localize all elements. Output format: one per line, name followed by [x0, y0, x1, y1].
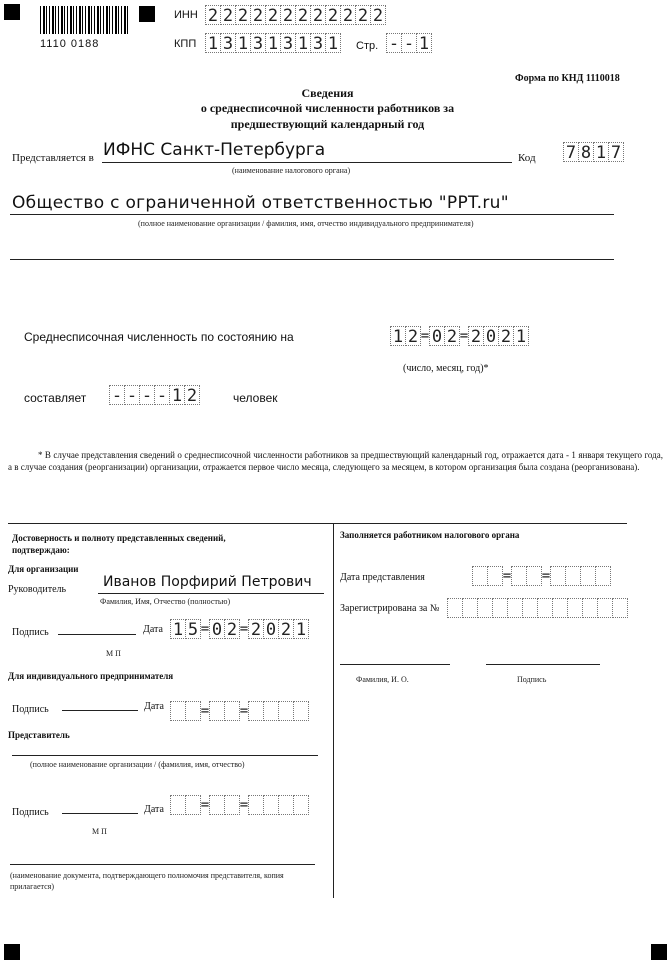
head-caption: Фамилия, Имя, Отчество (полностью) [100, 597, 231, 606]
digit-cell: 2 [278, 619, 294, 639]
ip-heading: Для индивидуального предпринимателя [8, 671, 174, 681]
sign-underline [58, 634, 136, 635]
doc-underline [10, 864, 315, 865]
rep-heading: Представитель [8, 730, 70, 740]
digit-cell: - [386, 33, 402, 53]
recipient-value: ИФНС Санкт-Петербурга [103, 140, 326, 160]
digit-cell: 1 [416, 33, 432, 53]
digit-cell: 1 [295, 33, 311, 53]
head-underline [98, 593, 324, 594]
corner-mark-bottom-right [651, 944, 667, 960]
ip-date-label: Дата [144, 701, 164, 712]
inn-cells [205, 5, 385, 25]
recipient-caption: (наименование налогового органа) [232, 166, 351, 175]
ip-sign-underline [62, 710, 138, 711]
rep-stamp-mp: М П [92, 827, 107, 836]
recipient-label: Представляется в [12, 152, 94, 164]
right-date-cells: = = [472, 566, 610, 586]
code-label: Код [518, 152, 536, 164]
rep-underline [12, 755, 318, 756]
right-fio-line [340, 664, 450, 665]
digit-cell: 1 [235, 33, 251, 53]
digit-cell: 2 [405, 326, 421, 346]
digit-cell: 8 [578, 142, 594, 162]
digit-cell: 7 [563, 142, 579, 162]
organization-second-line [10, 259, 614, 260]
ip-date-cells: = = [170, 701, 308, 721]
right-date-label: Дата представления [340, 572, 425, 583]
barcode-number: 1110 0188 [40, 38, 100, 50]
title-line-3: предшествующий календарный год [230, 117, 425, 131]
headcount-amount-cells [109, 385, 199, 405]
kpp-label: КПП [174, 38, 197, 50]
digit-cell: - [154, 385, 170, 405]
form-code: Форма по КНД 1110018 [515, 73, 620, 84]
digit-cell: 3 [220, 33, 236, 53]
digit-cell: 0 [263, 619, 279, 639]
digit-cell: 1 [513, 326, 529, 346]
doc-caption: (наименование документа, подтверждающего полномочия представителя, копия прилагается) [10, 871, 284, 891]
right-reg-cells [447, 598, 627, 618]
digit-cell: 1 [265, 33, 281, 53]
right-sign-label: Подпись [517, 675, 547, 684]
headcount-date-label: Среднесписочная численность по состоянию на [24, 330, 294, 344]
headcount-date-caption: (число, месяц, год)* [403, 363, 489, 374]
corner-mark-bottom-left [4, 944, 20, 960]
sign-label: Подпись [12, 627, 49, 638]
digit-cell: 2 [498, 326, 514, 346]
digit-cell: 2 [468, 326, 484, 346]
digit-cell: 2 [250, 5, 266, 25]
org-heading: Для организации [8, 564, 79, 574]
digit-cell: 2 [325, 5, 341, 25]
digit-cell: 7 [608, 142, 624, 162]
title-line-1: Сведения [301, 86, 354, 100]
digit-cell: 2 [280, 5, 296, 25]
digit-cell: 2 [224, 619, 240, 639]
digit-cell: 2 [370, 5, 386, 25]
sign-date-cells: 1 5 = 0 2 = 2 0 2 1 [170, 619, 308, 639]
head-label: Руководитель [8, 584, 67, 595]
right-fio-label: Фамилия, И. О. [356, 675, 409, 684]
corner-mark-top-middle [139, 6, 155, 22]
page-label: Стр. [356, 40, 379, 52]
corner-mark-top-left [4, 4, 20, 20]
right-reg-label: Зарегистрирована за № [340, 603, 440, 614]
digit-cell: - [109, 385, 125, 405]
digit-cell: 2 [265, 5, 281, 25]
rep-sign-underline [62, 813, 138, 814]
digit-cell: 1 [325, 33, 341, 53]
digit-cell: 1 [205, 33, 221, 53]
digit-cell: 3 [310, 33, 326, 53]
digit-cell: 3 [280, 33, 296, 53]
rep-sign-label: Подпись [12, 807, 49, 818]
organization-underline [10, 214, 614, 215]
head-name: Иванов Порфирий Петрович [103, 574, 312, 590]
digit-cell: 2 [184, 385, 200, 405]
digit-cell: 0 [483, 326, 499, 346]
digit-cell: 2 [355, 5, 371, 25]
digit-cell: 2 [295, 5, 311, 25]
section-top-line [8, 523, 627, 524]
digit-cell: - [401, 33, 417, 53]
organization-caption: (полное наименование организации / фамилия, имя, отчество индивидуального предпринимателя) [138, 219, 474, 228]
rep-date-cells: = = [170, 795, 308, 815]
digit-cell: 2 [220, 5, 236, 25]
digit-cell: 2 [340, 5, 356, 25]
footnote: * В случае представления сведений о среднесписочной численности работников за предшествующий календарный год, отражается дата - 1 января текущего года, а в случае создания (реорганизации) организации, отражается первое число месяца, следующего за месяцем, в котором организация была создана (реорганизована). [8, 450, 663, 472]
title-line-2: о среднесписочной численности работников за [200, 101, 455, 115]
barcode [40, 6, 128, 34]
digit-cell: 3 [250, 33, 266, 53]
headcount-amount-label: составляет [24, 391, 87, 405]
digit-cell: 1 [593, 142, 609, 162]
page-cells [386, 33, 431, 53]
kpp-cells [205, 33, 340, 53]
stamp-mp: М П [106, 649, 121, 658]
digit-cell: - [124, 385, 140, 405]
rep-caption: (полное наименование организации / (фамилия, имя, отчество) [30, 760, 245, 769]
digit-cell: 1 [390, 326, 406, 346]
right-sign-line [486, 664, 600, 665]
section-divider-vertical [333, 523, 334, 898]
organization-name: Общество с ограниченной ответственностью "PPT.ru" [12, 193, 509, 213]
code-cells [563, 142, 623, 162]
headcount-date-cells: 1 2 = 0 2 = 2 0 2 1 [390, 326, 528, 346]
digit-cell: 0 [429, 326, 445, 346]
digit-cell: 5 [185, 619, 201, 639]
rep-date-label: Дата [144, 804, 164, 815]
digit-cell: 2 [310, 5, 326, 25]
digit-cell: 1 [169, 385, 185, 405]
digit-cell: - [139, 385, 155, 405]
ip-sign-label: Подпись [12, 704, 49, 715]
digit-cell: 2 [248, 619, 264, 639]
digit-cell: 2 [444, 326, 460, 346]
digit-cell: 2 [205, 5, 221, 25]
digit-cell: 0 [209, 619, 225, 639]
sign-date-label: Дата [143, 624, 163, 635]
digit-cell: 1 [170, 619, 186, 639]
inn-label: ИНН [174, 9, 198, 21]
digit-cell: 2 [235, 5, 251, 25]
confirm-heading: Достоверность и полноту представленных сведений, подтверждаю: [12, 533, 226, 555]
headcount-unit: человек [233, 391, 278, 405]
digit-cell: 1 [293, 619, 309, 639]
recipient-underline [102, 162, 512, 163]
right-heading: Заполняется работником налогового органа [340, 530, 520, 540]
